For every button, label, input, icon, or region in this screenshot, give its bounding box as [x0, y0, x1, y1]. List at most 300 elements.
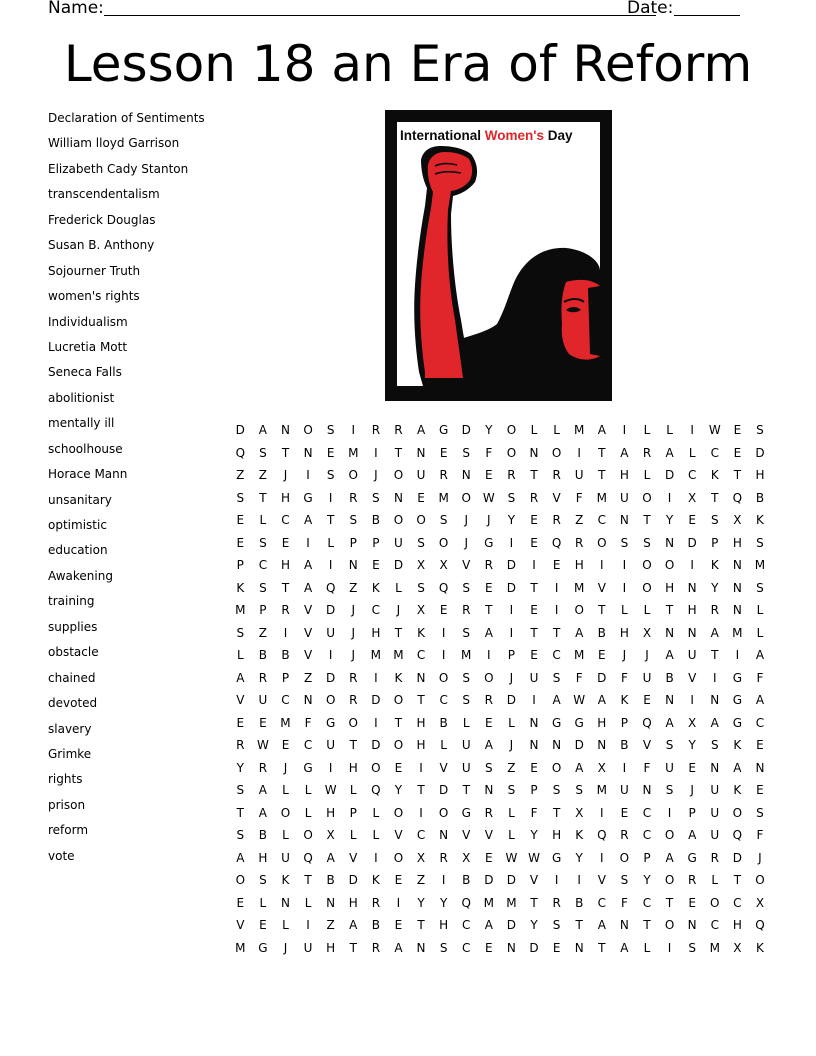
grid-letter[interactable]: B	[462, 873, 471, 888]
grid-letter[interactable]: R	[439, 468, 448, 483]
grid-letter[interactable]: T	[530, 895, 538, 910]
grid-letter[interactable]: E	[439, 603, 448, 618]
grid-letter[interactable]: T	[394, 625, 403, 640]
grid-letter[interactable]: X	[416, 558, 426, 573]
grid-letter[interactable]: O	[484, 670, 494, 685]
grid-letter[interactable]: S	[756, 805, 764, 820]
grid-letter[interactable]: P	[349, 805, 357, 820]
grid-letter[interactable]: R	[462, 603, 471, 618]
grid-letter[interactable]: U	[574, 468, 584, 483]
grid-letter[interactable]: C	[642, 805, 652, 820]
grid-letter[interactable]: N	[303, 445, 313, 460]
grid-letter[interactable]: C	[416, 828, 426, 843]
grid-letter[interactable]: C	[755, 715, 765, 730]
grid-letter[interactable]: T	[394, 715, 403, 730]
grid-letter[interactable]: M	[596, 490, 607, 505]
grid-letter[interactable]: E	[756, 738, 764, 753]
grid-letter[interactable]: S	[710, 513, 719, 528]
grid-letter[interactable]: A	[620, 940, 629, 955]
grid-letter[interactable]: V	[462, 828, 471, 843]
grid-letter[interactable]: I	[577, 873, 581, 888]
grid-letter[interactable]: B	[281, 648, 290, 663]
grid-letter[interactable]: D	[732, 850, 742, 865]
grid-letter[interactable]: I	[554, 873, 559, 888]
grid-letter[interactable]: I	[328, 648, 333, 663]
grid-letter[interactable]: R	[371, 895, 381, 910]
grid-letter[interactable]: J	[351, 648, 356, 663]
grid-letter[interactable]: Y	[575, 850, 583, 865]
grid-letter[interactable]: M	[393, 648, 404, 663]
grid-letter[interactable]: L	[462, 715, 470, 730]
grid-letter[interactable]: L	[349, 783, 357, 798]
grid-letter[interactable]: I	[690, 423, 694, 438]
grid-letter[interactable]: D	[484, 873, 494, 888]
grid-letter[interactable]: L	[666, 423, 673, 438]
grid-letter[interactable]: R	[439, 850, 448, 865]
grid-letter[interactable]: K	[371, 873, 380, 888]
grid-letter[interactable]: I	[622, 760, 627, 775]
grid-letter[interactable]: U	[687, 648, 697, 663]
grid-letter[interactable]: V	[394, 828, 403, 843]
grid-letter[interactable]: L	[643, 468, 651, 483]
grid-letter[interactable]: N	[461, 468, 471, 483]
grid-letter[interactable]: N	[687, 625, 697, 640]
grid-letter[interactable]: E	[417, 490, 425, 505]
grid-letter[interactable]: Q	[597, 828, 607, 843]
grid-letter[interactable]: P	[620, 715, 629, 730]
grid-letter[interactable]: M	[754, 558, 766, 573]
grid-letter[interactable]: T	[575, 918, 583, 933]
grid-letter[interactable]: L	[643, 603, 651, 618]
grid-letter[interactable]: I	[690, 693, 694, 708]
grid-letter[interactable]: M	[574, 580, 585, 595]
grid-letter[interactable]: U	[416, 468, 426, 483]
grid-letter[interactable]: O	[619, 850, 630, 865]
grid-letter[interactable]: L	[621, 603, 628, 618]
grid-letter[interactable]: E	[598, 648, 606, 663]
grid-letter[interactable]: U	[619, 783, 629, 798]
grid-letter[interactable]: E	[281, 535, 290, 550]
grid-letter[interactable]: O	[438, 535, 449, 550]
grid-letter[interactable]: P	[507, 648, 516, 663]
grid-letter[interactable]: O	[710, 895, 720, 910]
grid-letter[interactable]: N	[280, 895, 290, 910]
grid-letter[interactable]: S	[688, 940, 696, 955]
grid-letter[interactable]: F	[620, 670, 628, 685]
grid-letter[interactable]: S	[417, 535, 425, 550]
grid-letter[interactable]: I	[667, 940, 672, 955]
grid-letter[interactable]: I	[667, 490, 672, 505]
grid-letter[interactable]: A	[552, 693, 561, 708]
grid-letter[interactable]: I	[509, 535, 514, 550]
grid-letter[interactable]: C	[303, 738, 313, 753]
grid-letter[interactable]: V	[552, 490, 561, 505]
grid-letter[interactable]: M	[348, 445, 359, 460]
grid-letter[interactable]: M	[461, 648, 472, 663]
grid-letter[interactable]: E	[530, 513, 538, 528]
grid-letter[interactable]: I	[509, 603, 514, 618]
grid-letter[interactable]: I	[419, 805, 423, 820]
grid-letter[interactable]: U	[258, 693, 268, 708]
grid-letter[interactable]: T	[349, 940, 357, 955]
grid-letter[interactable]: A	[710, 715, 719, 730]
grid-letter[interactable]: A	[484, 625, 493, 640]
grid-letter[interactable]: E	[281, 738, 290, 753]
grid-letter[interactable]: E	[485, 850, 493, 865]
grid-letter[interactable]: O	[393, 805, 404, 820]
grid-letter[interactable]: J	[374, 468, 378, 483]
grid-letter[interactable]: M	[574, 648, 585, 663]
grid-letter[interactable]: M	[709, 940, 720, 955]
grid-letter[interactable]: Y	[530, 828, 538, 843]
grid-letter[interactable]: T	[530, 580, 538, 595]
grid-letter[interactable]: G	[438, 423, 449, 438]
grid-letter[interactable]: I	[667, 805, 672, 820]
grid-letter[interactable]: E	[688, 895, 696, 910]
grid-letter[interactable]: R	[642, 445, 652, 460]
grid-letter[interactable]: E	[259, 715, 267, 730]
grid-letter[interactable]: S	[507, 490, 516, 505]
grid-letter[interactable]: J	[690, 783, 694, 798]
grid-letter[interactable]: O	[506, 445, 517, 460]
grid-letter[interactable]: D	[326, 603, 336, 618]
grid-letter[interactable]: K	[281, 873, 290, 888]
grid-letter[interactable]: Q	[461, 895, 471, 910]
grid-letter[interactable]: A	[394, 940, 403, 955]
grid-letter[interactable]: A	[236, 850, 245, 865]
grid-letter[interactable]: T	[665, 603, 674, 618]
grid-letter[interactable]: Q	[642, 715, 652, 730]
grid-letter[interactable]: E	[485, 468, 493, 483]
grid-letter[interactable]: T	[530, 468, 538, 483]
grid-letter[interactable]: V	[303, 648, 313, 663]
grid-letter[interactable]: H	[552, 828, 562, 843]
grid-letter[interactable]: J	[645, 648, 649, 663]
grid-letter[interactable]: H	[416, 715, 426, 730]
grid-letter[interactable]: D	[506, 580, 517, 595]
grid-letter[interactable]: R	[349, 670, 358, 685]
grid-letter[interactable]: O	[393, 850, 404, 865]
grid-letter[interactable]: X	[326, 828, 335, 843]
grid-letter[interactable]: M	[280, 715, 291, 730]
grid-letter[interactable]: O	[642, 580, 652, 595]
grid-letter[interactable]: M	[483, 895, 494, 910]
grid-letter[interactable]: C	[258, 558, 268, 573]
grid-letter[interactable]: N	[416, 670, 426, 685]
grid-letter[interactable]: L	[349, 828, 357, 843]
grid-letter[interactable]: R	[552, 468, 561, 483]
grid-letter[interactable]: C	[462, 940, 471, 955]
grid-letter[interactable]: N	[280, 423, 290, 438]
grid-letter[interactable]: M	[370, 648, 382, 663]
grid-letter[interactable]: U	[642, 670, 652, 685]
grid-letter[interactable]: S	[236, 625, 245, 640]
grid-letter[interactable]: T	[598, 603, 606, 618]
grid-letter[interactable]: B	[371, 918, 380, 933]
grid-letter[interactable]: T	[598, 940, 606, 955]
grid-letter[interactable]: U	[303, 940, 313, 955]
grid-letter[interactable]: J	[464, 535, 468, 550]
grid-letter[interactable]: O	[664, 558, 675, 573]
grid-letter[interactable]: W	[708, 423, 721, 438]
grid-letter[interactable]: D	[506, 558, 517, 573]
grid-letter[interactable]: H	[597, 715, 607, 730]
grid-letter[interactable]: L	[688, 445, 696, 460]
grid-letter[interactable]: S	[462, 670, 471, 685]
grid-letter[interactable]: X	[416, 850, 426, 865]
grid-letter[interactable]: S	[756, 580, 764, 595]
grid-letter[interactable]: H	[258, 850, 268, 865]
grid-letter[interactable]: R	[371, 940, 381, 955]
grid-letter[interactable]: I	[306, 468, 310, 483]
grid-letter[interactable]: X	[688, 490, 697, 505]
grid-letter[interactable]: I	[554, 580, 559, 595]
grid-letter[interactable]: L	[259, 513, 267, 528]
grid-letter[interactable]: O	[303, 423, 313, 438]
grid-letter[interactable]: T	[304, 873, 312, 888]
grid-letter[interactable]: O	[325, 693, 336, 708]
grid-letter[interactable]: W	[528, 850, 540, 865]
grid-letter[interactable]: R	[507, 468, 516, 483]
grid-letter[interactable]: E	[530, 760, 538, 775]
grid-letter[interactable]: C	[597, 895, 606, 910]
grid-letter[interactable]: Q	[235, 445, 246, 460]
grid-letter[interactable]: S	[665, 783, 674, 798]
grid-letter[interactable]: L	[304, 783, 312, 798]
grid-letter[interactable]: I	[622, 580, 627, 595]
grid-letter[interactable]: I	[419, 760, 423, 775]
grid-letter[interactable]: B	[258, 648, 267, 663]
grid-letter[interactable]: K	[236, 580, 245, 595]
grid-letter[interactable]: X	[733, 940, 742, 955]
grid-letter[interactable]: T	[711, 648, 719, 663]
grid-letter[interactable]: J	[351, 603, 356, 618]
grid-letter[interactable]: E	[733, 445, 742, 460]
grid-letter[interactable]: D	[664, 468, 675, 483]
grid-letter[interactable]: H	[439, 918, 449, 933]
grid-letter[interactable]: A	[258, 783, 267, 798]
grid-letter[interactable]: I	[600, 805, 604, 820]
grid-letter[interactable]: E	[733, 423, 742, 438]
grid-letter[interactable]: E	[530, 603, 538, 618]
grid-letter[interactable]: N	[574, 940, 584, 955]
grid-letter[interactable]: C	[687, 468, 697, 483]
grid-letter[interactable]: A	[665, 445, 674, 460]
grid-letter[interactable]: T	[259, 490, 267, 505]
grid-letter[interactable]: G	[574, 715, 584, 730]
grid-letter[interactable]: O	[755, 873, 765, 888]
grid-letter[interactable]: E	[485, 580, 493, 595]
grid-letter[interactable]: T	[643, 918, 651, 933]
grid-letter[interactable]: Q	[551, 535, 562, 550]
grid-letter[interactable]: D	[529, 940, 539, 955]
grid-letter[interactable]: O	[280, 805, 291, 820]
grid-letter[interactable]: X	[462, 850, 471, 865]
grid-letter[interactable]: L	[530, 423, 538, 438]
grid-letter[interactable]: L	[756, 603, 764, 618]
grid-letter[interactable]: N	[665, 693, 675, 708]
grid-letter[interactable]: K	[417, 625, 425, 640]
grid-letter[interactable]: A	[597, 918, 606, 933]
grid-letter[interactable]: O	[551, 760, 562, 775]
grid-letter[interactable]: I	[306, 535, 310, 550]
grid-letter[interactable]: N	[710, 760, 720, 775]
grid-letter[interactable]: R	[688, 873, 697, 888]
grid-letter[interactable]: T	[552, 625, 561, 640]
grid-letter[interactable]: R	[710, 850, 719, 865]
grid-letter[interactable]: N	[665, 535, 675, 550]
grid-letter[interactable]: E	[688, 513, 696, 528]
grid-letter[interactable]: I	[374, 715, 378, 730]
grid-letter[interactable]: A	[597, 693, 606, 708]
grid-letter[interactable]: Z	[326, 918, 335, 933]
grid-letter[interactable]: O	[551, 445, 562, 460]
grid-letter[interactable]: S	[372, 490, 380, 505]
grid-letter[interactable]: E	[552, 940, 561, 955]
grid-letter[interactable]: G	[732, 715, 743, 730]
grid-letter[interactable]: S	[236, 783, 245, 798]
grid-letter[interactable]: L	[508, 828, 515, 843]
grid-letter[interactable]: D	[235, 423, 245, 438]
grid-letter[interactable]: A	[755, 693, 765, 708]
grid-letter[interactable]: O	[303, 828, 313, 843]
grid-letter[interactable]: N	[326, 895, 336, 910]
grid-letter[interactable]: I	[441, 873, 446, 888]
grid-letter[interactable]: C	[710, 445, 719, 460]
grid-letter[interactable]: N	[552, 738, 562, 753]
grid-letter[interactable]: V	[236, 918, 245, 933]
grid-letter[interactable]: H	[687, 603, 697, 618]
grid-letter[interactable]: E	[236, 535, 245, 550]
grid-letter[interactable]: Z	[349, 580, 358, 595]
grid-letter[interactable]: M	[438, 490, 449, 505]
grid-letter[interactable]: E	[326, 445, 335, 460]
grid-letter[interactable]: S	[462, 445, 471, 460]
grid-letter[interactable]: K	[756, 513, 764, 528]
grid-letter[interactable]: V	[597, 873, 606, 888]
grid-letter[interactable]: A	[258, 805, 267, 820]
grid-letter[interactable]: L	[643, 423, 651, 438]
grid-letter[interactable]: F	[304, 715, 312, 730]
grid-letter[interactable]: U	[710, 805, 720, 820]
grid-letter[interactable]: A	[620, 445, 629, 460]
grid-letter[interactable]: Y	[688, 738, 696, 753]
grid-letter[interactable]: S	[756, 535, 764, 550]
grid-letter[interactable]: O	[371, 760, 381, 775]
grid-letter[interactable]: I	[374, 670, 378, 685]
grid-letter[interactable]: T	[281, 580, 290, 595]
grid-letter[interactable]: Y	[507, 513, 516, 528]
grid-letter[interactable]: D	[687, 535, 697, 550]
grid-letter[interactable]: N	[710, 693, 720, 708]
grid-letter[interactable]: O	[235, 873, 246, 888]
grid-letter[interactable]: P	[349, 535, 357, 550]
grid-letter[interactable]: R	[258, 760, 268, 775]
grid-letter[interactable]: T	[236, 805, 244, 820]
grid-letter[interactable]: H	[665, 580, 675, 595]
grid-letter[interactable]: T	[530, 625, 538, 640]
grid-letter[interactable]: X	[642, 625, 652, 640]
grid-letter[interactable]: M	[732, 625, 743, 640]
grid-letter[interactable]: R	[349, 490, 358, 505]
grid-letter[interactable]: S	[462, 580, 471, 595]
grid-letter[interactable]: A	[484, 918, 493, 933]
grid-letter[interactable]: N	[597, 738, 607, 753]
grid-letter[interactable]: K	[575, 828, 584, 843]
grid-letter[interactable]: S	[710, 738, 719, 753]
grid-letter[interactable]: S	[552, 783, 561, 798]
grid-letter[interactable]: A	[710, 625, 719, 640]
grid-letter[interactable]: S	[485, 760, 493, 775]
grid-letter[interactable]: F	[756, 670, 764, 685]
grid-letter[interactable]: S	[259, 445, 267, 460]
grid-letter[interactable]: Y	[665, 513, 674, 528]
grid-letter[interactable]: J	[396, 603, 401, 618]
grid-letter[interactable]: R	[394, 423, 403, 438]
grid-letter[interactable]: N	[303, 693, 313, 708]
grid-letter[interactable]: Q	[371, 783, 381, 798]
grid-letter[interactable]: F	[530, 805, 538, 820]
grid-letter[interactable]: T	[643, 513, 651, 528]
grid-letter[interactable]: Z	[416, 873, 426, 888]
grid-letter[interactable]: N	[416, 445, 426, 460]
grid-letter[interactable]: R	[529, 490, 539, 505]
grid-letter[interactable]: Q	[438, 580, 449, 595]
grid-letter[interactable]: O	[664, 828, 675, 843]
grid-letter[interactable]: S	[507, 783, 516, 798]
grid-letter[interactable]: U	[619, 490, 629, 505]
grid-letter[interactable]: E	[530, 648, 538, 663]
grid-letter[interactable]: X	[575, 805, 584, 820]
grid-letter[interactable]: I	[600, 558, 604, 573]
grid-letter[interactable]: L	[643, 940, 651, 955]
grid-letter[interactable]: Y	[711, 580, 719, 595]
grid-letter[interactable]: H	[326, 940, 336, 955]
grid-letter[interactable]: X	[416, 603, 426, 618]
grid-letter[interactable]: S	[417, 580, 425, 595]
grid-letter[interactable]: E	[485, 715, 493, 730]
grid-letter[interactable]: G	[258, 940, 268, 955]
grid-letter[interactable]: I	[509, 625, 514, 640]
grid-letter[interactable]: A	[484, 738, 493, 753]
grid-letter[interactable]: I	[306, 918, 310, 933]
grid-letter[interactable]: D	[461, 423, 471, 438]
grid-letter[interactable]: P	[688, 805, 696, 820]
grid-letter[interactable]: O	[664, 873, 675, 888]
grid-letter[interactable]: Y	[485, 423, 493, 438]
grid-letter[interactable]: A	[236, 670, 245, 685]
grid-letter[interactable]: N	[529, 738, 539, 753]
grid-letter[interactable]: G	[461, 805, 471, 820]
grid-letter[interactable]: G	[551, 850, 562, 865]
grid-letter[interactable]: O	[574, 603, 584, 618]
grid-letter[interactable]: H	[280, 558, 290, 573]
grid-letter[interactable]: H	[619, 468, 629, 483]
grid-letter[interactable]: O	[642, 490, 652, 505]
grid-letter[interactable]: B	[597, 625, 606, 640]
grid-letter[interactable]: N	[732, 558, 742, 573]
grid-letter[interactable]: U	[710, 783, 720, 798]
grid-letter[interactable]: R	[484, 693, 493, 708]
grid-letter[interactable]: N	[529, 445, 539, 460]
grid-letter[interactable]: I	[532, 693, 536, 708]
grid-letter[interactable]: S	[575, 783, 584, 798]
grid-letter[interactable]: K	[710, 558, 719, 573]
grid-letter[interactable]: E	[236, 715, 245, 730]
grid-letter[interactable]: E	[530, 535, 538, 550]
grid-letter[interactable]: H	[416, 738, 426, 753]
grid-letter[interactable]: O	[642, 558, 652, 573]
